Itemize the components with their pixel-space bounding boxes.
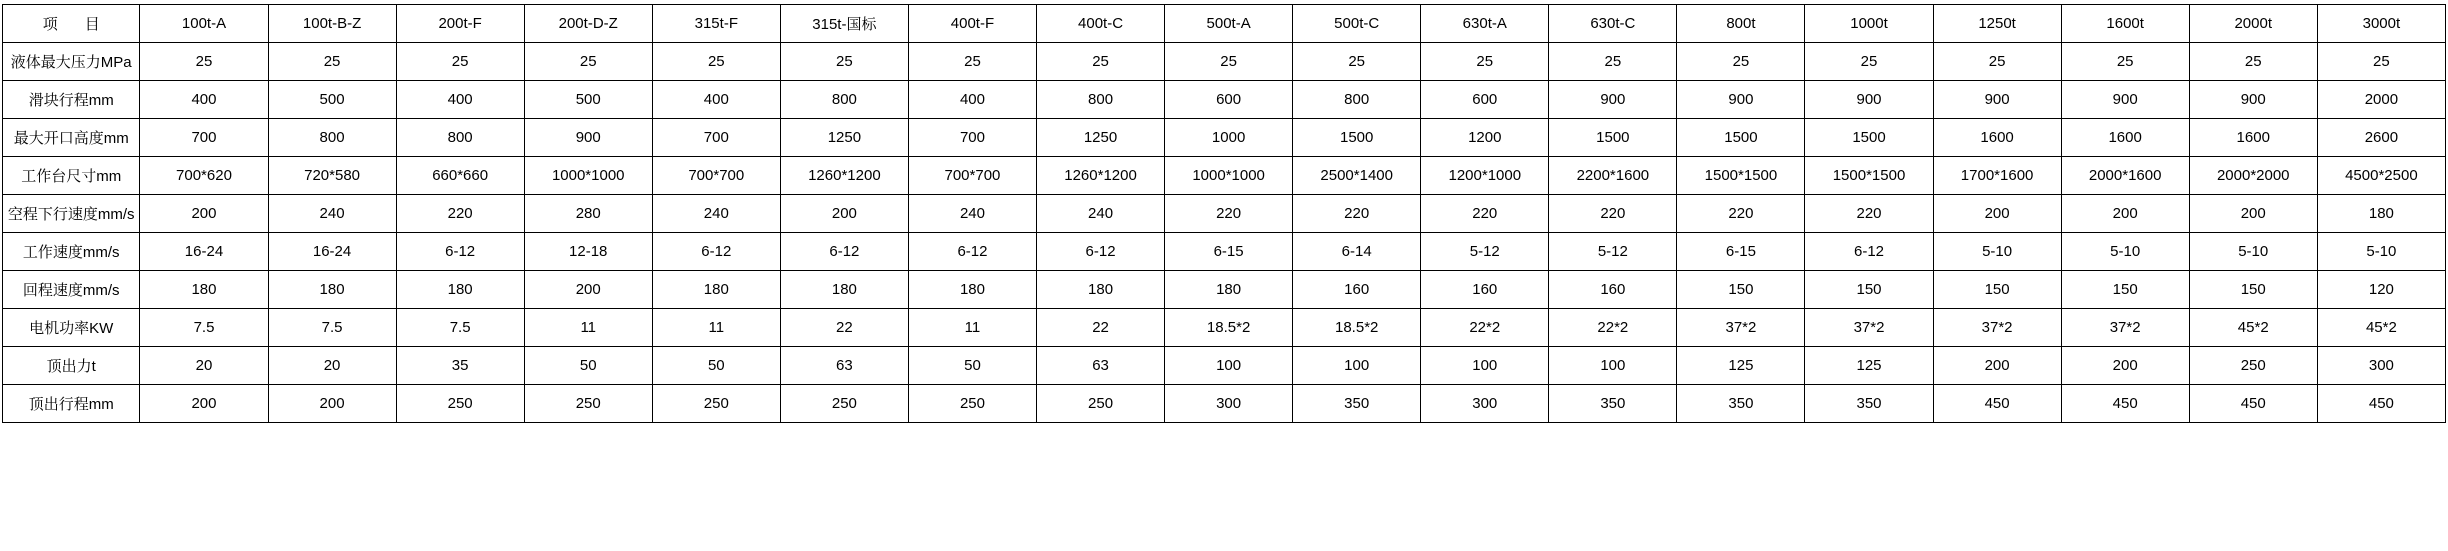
table-cell: 900 bbox=[1805, 81, 1933, 119]
table-row bbox=[3, 309, 2446, 347]
table-cell: 200 bbox=[140, 385, 268, 423]
column-header-model: 100t-B-Z bbox=[268, 5, 396, 43]
table-cell: 800 bbox=[268, 119, 396, 157]
table-cell: 1500 bbox=[1549, 119, 1677, 157]
table-cell: 2000*2000 bbox=[2189, 157, 2317, 195]
table-cell: 25 bbox=[268, 43, 396, 81]
table-cell: 450 bbox=[2189, 385, 2317, 423]
table-cell: 250 bbox=[780, 385, 908, 423]
table-cell: 25 bbox=[1293, 43, 1421, 81]
table-cell: 5-10 bbox=[2189, 233, 2317, 271]
table-cell: 160 bbox=[1421, 271, 1549, 309]
table-cell: 160 bbox=[1549, 271, 1677, 309]
table-cell: 1000*1000 bbox=[1165, 157, 1293, 195]
column-header-model: 1600t bbox=[2061, 5, 2189, 43]
table-cell: 5-10 bbox=[1933, 233, 2061, 271]
column-header-model: 630t-A bbox=[1421, 5, 1549, 43]
table-cell: 180 bbox=[140, 271, 268, 309]
table-cell: 200 bbox=[1933, 195, 2061, 233]
column-header-model: 315t-F bbox=[652, 5, 780, 43]
table-cell: 200 bbox=[1933, 347, 2061, 385]
table-cell: 125 bbox=[1677, 347, 1805, 385]
table-cell: 63 bbox=[780, 347, 908, 385]
table-cell: 220 bbox=[1293, 195, 1421, 233]
table-cell: 160 bbox=[1293, 271, 1421, 309]
table-cell: 250 bbox=[524, 385, 652, 423]
table-cell: 200 bbox=[2061, 347, 2189, 385]
table-cell: 18.5*2 bbox=[1165, 309, 1293, 347]
table-cell: 150 bbox=[2189, 271, 2317, 309]
table-cell: 700 bbox=[140, 119, 268, 157]
table-row bbox=[3, 43, 2446, 81]
table-cell: 900 bbox=[1549, 81, 1677, 119]
table-row bbox=[3, 347, 2446, 385]
table-cell: 6-12 bbox=[396, 233, 524, 271]
table-cell: 200 bbox=[140, 195, 268, 233]
table-cell: 50 bbox=[652, 347, 780, 385]
table-cell: 25 bbox=[1037, 43, 1165, 81]
table-cell: 6-12 bbox=[908, 233, 1036, 271]
column-header-model: 315t-国标 bbox=[780, 5, 908, 43]
table-cell: 22 bbox=[1037, 309, 1165, 347]
table-cell: 5-10 bbox=[2317, 233, 2445, 271]
table-cell: 220 bbox=[1421, 195, 1549, 233]
table-cell: 11 bbox=[908, 309, 1036, 347]
table-cell: 400 bbox=[140, 81, 268, 119]
table-cell: 800 bbox=[1293, 81, 1421, 119]
table-cell: 25 bbox=[652, 43, 780, 81]
table-cell: 150 bbox=[2061, 271, 2189, 309]
table-cell: 150 bbox=[1805, 271, 1933, 309]
table-cell: 250 bbox=[2189, 347, 2317, 385]
table-header bbox=[3, 5, 2446, 43]
table-cell: 240 bbox=[1037, 195, 1165, 233]
column-header-model: 500t-A bbox=[1165, 5, 1293, 43]
table-cell: 100 bbox=[1421, 347, 1549, 385]
specification-table bbox=[2, 4, 2446, 423]
table-cell: 200 bbox=[2061, 195, 2189, 233]
column-header-model: 1000t bbox=[1805, 5, 1933, 43]
column-header-model: 630t-C bbox=[1549, 5, 1677, 43]
row-label: 滑块行程mm bbox=[3, 81, 140, 119]
table-cell: 1500*1500 bbox=[1805, 157, 1933, 195]
column-header-model: 100t-A bbox=[140, 5, 268, 43]
row-label: 最大开口高度mm bbox=[3, 119, 140, 157]
row-label: 回程速度mm/s bbox=[3, 271, 140, 309]
table-cell: 1600 bbox=[2189, 119, 2317, 157]
table-cell: 25 bbox=[780, 43, 908, 81]
table-cell: 400 bbox=[908, 81, 1036, 119]
table-row bbox=[3, 271, 2446, 309]
table-cell: 25 bbox=[1421, 43, 1549, 81]
table-cell: 180 bbox=[780, 271, 908, 309]
table-cell: 25 bbox=[2061, 43, 2189, 81]
table-cell: 180 bbox=[1037, 271, 1165, 309]
table-cell: 1600 bbox=[2061, 119, 2189, 157]
table-cell: 180 bbox=[2317, 195, 2445, 233]
table-cell: 37*2 bbox=[1805, 309, 1933, 347]
table-cell: 11 bbox=[652, 309, 780, 347]
table-cell: 11 bbox=[524, 309, 652, 347]
table-cell: 35 bbox=[396, 347, 524, 385]
table-cell: 2500*1400 bbox=[1293, 157, 1421, 195]
table-cell: 12-18 bbox=[524, 233, 652, 271]
table-cell: 100 bbox=[1293, 347, 1421, 385]
table-cell: 6-12 bbox=[1037, 233, 1165, 271]
table-cell: 220 bbox=[1805, 195, 1933, 233]
table-cell: 50 bbox=[524, 347, 652, 385]
table-cell: 20 bbox=[268, 347, 396, 385]
table-cell: 450 bbox=[1933, 385, 2061, 423]
table-cell: 220 bbox=[1677, 195, 1805, 233]
table-cell: 700*620 bbox=[140, 157, 268, 195]
table-cell: 37*2 bbox=[2061, 309, 2189, 347]
table-cell: 150 bbox=[1933, 271, 2061, 309]
table-row bbox=[3, 119, 2446, 157]
table-cell: 25 bbox=[1805, 43, 1933, 81]
table-cell: 37*2 bbox=[1677, 309, 1805, 347]
table-cell: 180 bbox=[652, 271, 780, 309]
table-cell: 300 bbox=[2317, 347, 2445, 385]
table-cell: 37*2 bbox=[1933, 309, 2061, 347]
table-row bbox=[3, 385, 2446, 423]
table-cell: 63 bbox=[1037, 347, 1165, 385]
row-label: 电机功率KW bbox=[3, 309, 140, 347]
table-cell: 700 bbox=[652, 119, 780, 157]
table-cell: 4500*2500 bbox=[2317, 157, 2445, 195]
table-cell: 6-14 bbox=[1293, 233, 1421, 271]
table-cell: 180 bbox=[396, 271, 524, 309]
column-header-item: 项 目 bbox=[3, 5, 140, 43]
table-cell: 900 bbox=[2061, 81, 2189, 119]
table-cell: 720*580 bbox=[268, 157, 396, 195]
table-cell: 25 bbox=[140, 43, 268, 81]
table-cell: 7.5 bbox=[140, 309, 268, 347]
table-cell: 220 bbox=[396, 195, 524, 233]
row-label: 空程下行速度mm/s bbox=[3, 195, 140, 233]
table-cell: 25 bbox=[524, 43, 652, 81]
table-row bbox=[3, 233, 2446, 271]
table-cell: 16-24 bbox=[140, 233, 268, 271]
table-cell: 6-15 bbox=[1677, 233, 1805, 271]
table-cell: 800 bbox=[1037, 81, 1165, 119]
table-cell: 1500 bbox=[1677, 119, 1805, 157]
table-cell: 500 bbox=[524, 81, 652, 119]
column-header-model: 3000t bbox=[2317, 5, 2445, 43]
table-cell: 600 bbox=[1165, 81, 1293, 119]
table-cell: 6-12 bbox=[652, 233, 780, 271]
table-cell: 200 bbox=[780, 195, 908, 233]
table-cell: 1200 bbox=[1421, 119, 1549, 157]
table-cell: 2000*1600 bbox=[2061, 157, 2189, 195]
table-cell: 250 bbox=[1037, 385, 1165, 423]
table-cell: 700 bbox=[908, 119, 1036, 157]
table-cell: 350 bbox=[1805, 385, 1933, 423]
table-cell: 250 bbox=[908, 385, 1036, 423]
column-header-model: 1250t bbox=[1933, 5, 2061, 43]
table-cell: 6-12 bbox=[780, 233, 908, 271]
table-cell: 2000 bbox=[2317, 81, 2445, 119]
column-header-model: 200t-F bbox=[396, 5, 524, 43]
table-cell: 800 bbox=[780, 81, 908, 119]
table-cell: 150 bbox=[1677, 271, 1805, 309]
table-cell: 200 bbox=[524, 271, 652, 309]
table-row bbox=[3, 157, 2446, 195]
column-header-model: 400t-F bbox=[908, 5, 1036, 43]
row-label: 顶出力t bbox=[3, 347, 140, 385]
table-cell: 240 bbox=[652, 195, 780, 233]
table-cell: 25 bbox=[2189, 43, 2317, 81]
table-cell: 7.5 bbox=[268, 309, 396, 347]
table-cell: 100 bbox=[1549, 347, 1677, 385]
table-cell: 100 bbox=[1165, 347, 1293, 385]
table-cell: 1260*1200 bbox=[1037, 157, 1165, 195]
table-cell: 5-10 bbox=[2061, 233, 2189, 271]
table-cell: 1600 bbox=[1933, 119, 2061, 157]
table-cell: 900 bbox=[2189, 81, 2317, 119]
row-label: 液体最大压力MPa bbox=[3, 43, 140, 81]
table-cell: 350 bbox=[1293, 385, 1421, 423]
table-cell: 900 bbox=[1677, 81, 1805, 119]
table-cell: 240 bbox=[268, 195, 396, 233]
table-cell: 6-15 bbox=[1165, 233, 1293, 271]
table-header-row bbox=[3, 5, 2446, 43]
table-row bbox=[3, 81, 2446, 119]
table-cell: 400 bbox=[652, 81, 780, 119]
table-cell: 25 bbox=[1677, 43, 1805, 81]
table-body bbox=[3, 43, 2446, 423]
row-label: 工作台尺寸mm bbox=[3, 157, 140, 195]
table-cell: 25 bbox=[908, 43, 1036, 81]
table-cell: 22*2 bbox=[1421, 309, 1549, 347]
table-cell: 400 bbox=[396, 81, 524, 119]
table-cell: 5-12 bbox=[1421, 233, 1549, 271]
column-header-model: 2000t bbox=[2189, 5, 2317, 43]
table-cell: 450 bbox=[2061, 385, 2189, 423]
table-cell: 450 bbox=[2317, 385, 2445, 423]
table-cell: 2600 bbox=[2317, 119, 2445, 157]
table-cell: 1200*1000 bbox=[1421, 157, 1549, 195]
table-cell: 1250 bbox=[780, 119, 908, 157]
table-cell: 1260*1200 bbox=[780, 157, 908, 195]
table-cell: 16-24 bbox=[268, 233, 396, 271]
table-cell: 180 bbox=[908, 271, 1036, 309]
table-cell: 180 bbox=[268, 271, 396, 309]
table-cell: 240 bbox=[908, 195, 1036, 233]
table-cell: 2200*1600 bbox=[1549, 157, 1677, 195]
table-cell: 22 bbox=[780, 309, 908, 347]
table-cell: 900 bbox=[524, 119, 652, 157]
table-cell: 1250 bbox=[1037, 119, 1165, 157]
table-cell: 120 bbox=[2317, 271, 2445, 309]
table-cell: 900 bbox=[1933, 81, 2061, 119]
table-cell: 300 bbox=[1165, 385, 1293, 423]
column-header-model: 400t-C bbox=[1037, 5, 1165, 43]
table-cell: 125 bbox=[1805, 347, 1933, 385]
row-label: 工作速度mm/s bbox=[3, 233, 140, 271]
table-cell: 22*2 bbox=[1549, 309, 1677, 347]
table-cell: 45*2 bbox=[2317, 309, 2445, 347]
table-cell: 7.5 bbox=[396, 309, 524, 347]
table-cell: 1700*1600 bbox=[1933, 157, 2061, 195]
column-header-model: 200t-D-Z bbox=[524, 5, 652, 43]
table-cell: 25 bbox=[2317, 43, 2445, 81]
table-cell: 250 bbox=[652, 385, 780, 423]
table-cell: 280 bbox=[524, 195, 652, 233]
table-cell: 6-12 bbox=[1805, 233, 1933, 271]
table-cell: 25 bbox=[1165, 43, 1293, 81]
table-cell: 18.5*2 bbox=[1293, 309, 1421, 347]
table-cell: 200 bbox=[2189, 195, 2317, 233]
table-cell: 350 bbox=[1677, 385, 1805, 423]
table-cell: 5-12 bbox=[1549, 233, 1677, 271]
table-cell: 1500*1500 bbox=[1677, 157, 1805, 195]
table-cell: 700*700 bbox=[652, 157, 780, 195]
table-cell: 20 bbox=[140, 347, 268, 385]
table-cell: 25 bbox=[396, 43, 524, 81]
table-cell: 1500 bbox=[1293, 119, 1421, 157]
table-cell: 45*2 bbox=[2189, 309, 2317, 347]
table-cell: 700*700 bbox=[908, 157, 1036, 195]
table-row bbox=[3, 195, 2446, 233]
row-label: 顶出行程mm bbox=[3, 385, 140, 423]
table-cell: 250 bbox=[396, 385, 524, 423]
table-cell: 180 bbox=[1165, 271, 1293, 309]
table-cell: 25 bbox=[1933, 43, 2061, 81]
table-cell: 220 bbox=[1549, 195, 1677, 233]
table-cell: 300 bbox=[1421, 385, 1549, 423]
table-cell: 25 bbox=[1549, 43, 1677, 81]
table-cell: 500 bbox=[268, 81, 396, 119]
table-cell: 200 bbox=[268, 385, 396, 423]
table-cell: 50 bbox=[908, 347, 1036, 385]
column-header-model: 800t bbox=[1677, 5, 1805, 43]
table-cell: 600 bbox=[1421, 81, 1549, 119]
table-cell: 1000 bbox=[1165, 119, 1293, 157]
table-cell: 1000*1000 bbox=[524, 157, 652, 195]
table-cell: 350 bbox=[1549, 385, 1677, 423]
table-cell: 800 bbox=[396, 119, 524, 157]
table-cell: 660*660 bbox=[396, 157, 524, 195]
table-cell: 220 bbox=[1165, 195, 1293, 233]
table-cell: 1500 bbox=[1805, 119, 1933, 157]
column-header-model: 500t-C bbox=[1293, 5, 1421, 43]
